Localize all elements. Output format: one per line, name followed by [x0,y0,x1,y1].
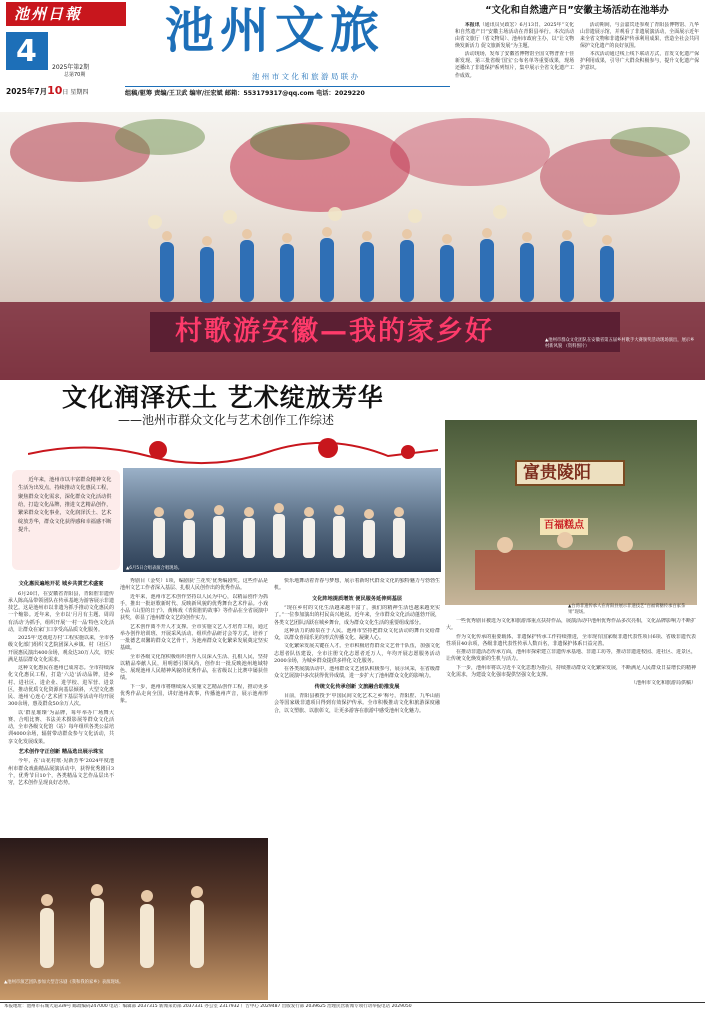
body-paragraph: 近年来，池州市艺术创作坚持以人民为中心，以精品创作为抓手，推出一批讴歌新时代、反映新风貌的优秀舞台艺术作品。小戏小品《山里的日子》、黄梅戏《青阳腔的故事》等作品在全省展演中获奖，彰显了池州群众文艺的创作实力。 [120,593,268,622]
masthead [0,0,450,104]
body-paragraph: 下一步，池州市将以习近平文化思想为指引，持续推动群众文化繁荣发展，不断满足人民群众日益增长的精神文化需求，为建设文化强市提供坚强文化支撑。 [446,664,696,678]
body-paragraph: 秀剧目（金奖）1项，编剧获‘兰花奖’优秀编剧奖。这些作品是池州文艺工作者深入基层、扎根人民创作出的优秀作品。 [120,578,268,592]
choir-photo-caption: ▲6月5日合唱表演合唱现场。 [126,566,183,571]
body-paragraph: “现在乡村的文化生活越来越丰富了，我们的精神生活也越来越充实了。”一位参加演出的村民高兴地说。近年来，全市群众文化活动蓬勃开展，各类文艺团队活跃在城乡舞台，成为群众文化生活的重要组成部分。 [274,605,440,626]
right-photo [445,420,697,605]
footer-line: 本报地址：池州市石城大道339号 邮政编码247000 电话：编辑部 2037315 新闻采访部 2037331 办公室 2317932 广告中心 2029487 出版发行部 2039625 治理民营新闻专项行动举报电话 2029050 [4,1004,412,1009]
issue-total: 总第70期 [64,72,86,78]
side-article-text: （通讯员吴政宏）6月13日，2025年“文化和自然遗产日”安徽主场活动在青阳县举行。本次活动由省文旅厅（省文物局）、池州市政府主办，以“让文物焕发新活力 促文旅新发展”为主题。 [455,21,574,50]
section-heading-4: 传统文化传承创新 文旅融合助推发展 [314,683,400,690]
shop-sign-text: 百福糕点 [540,518,588,535]
masthead-rule [125,86,450,87]
footer-rule [0,1002,705,1003]
body-paragraph: 目前，青阳县被授予‘中国民间文化艺术之乡’称号，青阳腔、九华山庙会等国家级非遗项目得到有效保护传承。全市积极推动文化和旅游深度融合，以文塑旅、以旅彰文，让更多游客在旅游中感受池州文化魅力。 [274,693,440,714]
newspaper-logo-text: 池州日報 [14,5,83,23]
body-paragraph: 快乐地舞动着青春与梦想，展示着新时代群众文化的独特魅力与勃勃生机。 [274,578,440,592]
body-paragraph: 作为文化传承的重要载体，非遗保护传承工作持续推进，全市现有国家级非遗代表性项目6项、省级非遗代表性项目40余项，各级非遗代表性传承人数百名，非遗保护体系日益完善。 [446,633,696,647]
body-paragraph: 今年，在‘山花村歌·见新芳华’2024年度池州市群众戏曲精品展演活动中，获得优秀剧目3个，优秀节目10个，各类精品文艺作品层出不穷，艺术创作呈现良好态势。 [8,758,114,787]
body-paragraph: 全市各级文化馆积极组织创作人员深入生活、扎根人民，坚持以精品奉献人民，用明德引领风尚，创作出一批反映池州地域特色、展现池州人民精神风貌的优秀作品，在省级以上比赛中屡获佳绩。 [120,653,268,682]
body-paragraph: 以‘群星璀璨’为品牌，每年举办广场舞大赛、合唱比赛、书法美术摄影展等群众文化活动，全市各级文化馆（站）每年组织各类公益培训4000余场，辐射带动群众参与文化活动，共享文化发展成果。 [8,709,114,745]
body-paragraph: 2025年‘送戏进万村’工程实施以来，全市各级文化部门组织文艺院团深入乡镇、村（社区）开展惠民演出400余场，观众达30万人次，切实满足基层群众文化需求。 [8,635,114,663]
side-article-para: 活动现场，发布了安徽省博物馆全国文物普查十佳新发现、第三批省级‘国宝’公布名单等重要成果，现场还播出了非遗保护系列短片，集中展示全省文化遗产工作成效。 [455,51,574,79]
body-paragraph: 一些优秀剧目被选为文化和旅游部重点扶持作品，展演活动中池州优秀作品多次亮相，文化品牌影响力不断扩大。 [446,618,696,632]
papercut-decoration [28,434,438,466]
lead-text: 近年来，池州市以丰富群众精神文化生活为出发点，持续推动文化惠民工程，聚焦群众文化需求，深化群众文化活动供给，打造文化品牌，推进文艺精品创作，繁荣群众文化事业，文化润泽沃土、艺术绽放芳华，群众文化获得感和幸福感不断提升。 [18,477,112,533]
page-number: 4 [16,34,37,69]
article-subtitle: ——池州市群众文化与艺术创作工作综述 [118,413,335,427]
stage-banner-text: 村歌游安徽—我的家乡好 [175,316,494,347]
body-column-3 [274,578,440,996]
publish-date [6,83,88,99]
bottom-photo-caption: ▲池州市演艺团队参加大型音乐剧《我和我的家乡》表演现场。 [4,980,124,985]
body-paragraph: 这种活力的源泉在于人民。池州市坚持把群众文化活动的舞台交给群众，以群众喜闻乐见的形式传播文化、凝聚人心。 [274,627,440,642]
right-photo-caption: ▲台湾非遗传承人在青阳县展示非遗技艺“百福膏糖传承百家茶果”现场。 [568,604,686,616]
body-paragraph: 文化繁荣发展关键在人才。全市积极培育群众文艺骨干队伍，加强文化志愿者队伍建设，全市注册文化志愿者近万人，年均开展志愿服务活动2000余场，为城乡群众提供多样化文化服务。 [274,643,440,664]
section-title: 池州文旅 [165,2,386,59]
side-article-para: 活动期间，与会嘉宾还参观了青阳县博物馆、九华山非遗展示馆，并观看了非遗展演活动，全面展示近年来全省文物和非遗保护传承利用成果，营造全社会共同保护文化遗产的良好氛围。 [580,21,699,50]
body-paragraph: 在各类展演活动中，池州群众文艺团队积极参与，展示风采，在省级群众文艺展演中多次获得优异成绩，进一步扩大了池州群众文化的影响力。 [274,666,440,680]
publish-date-day: 10 [47,84,63,97]
credits-line: 组稿/驱筹 责编/王卫武 编审/汪宏斌 邮箱：553179317@qq.com 电话：2029220 [125,90,365,97]
stage-photo [0,112,705,380]
side-article-headline: “文化和自然遗产日”安徽主场活动在池举办 [485,5,669,16]
article-title: 文化润泽沃土 艺术绽放芳华 [62,383,384,412]
body-paragraph: 下一步，池州市将继续深入实施文艺精品创作工程，推动更多优秀作品走向全国，讲好池州故事，传播池州声音，展示池州形象。 [120,683,268,704]
section-heading-1: 文化惠民遍地开花 城乡共赏艺术盛宴 [18,581,104,587]
publish-date-weekday: 日 星期四 [62,89,89,96]
body-column-4 [446,618,696,938]
right-photo-illustration [445,420,697,605]
bottom-photo [0,838,268,1000]
lingyang-sign-text: 富贵陵阳 [523,463,591,483]
side-article-lead-tag: 本报讯 [464,21,480,28]
section-heading-2: 艺术创作守正创新 精品选出展示珠宝 [18,748,104,755]
body-paragraph: 这种文化惠民在池州已成常态。全市持续深化文化惠民工程，打造‘六边’活动品牌，进乡村、进社区、进企业、进学校、进军营、进景区，推动优质文化资源向基层倾斜，大型文化惠民、池州‘心连心’艺术团下基层等活动年均开展300余场，惠及群众50余万人次。 [8,665,114,708]
choir-photo [123,468,441,572]
issue-line: 2025年第2期 [52,64,90,71]
publish-date-month: 2025年7月 [6,87,48,96]
section-heading-3: 文化阵地提质增效 便民服务延伸到基层 [312,595,402,602]
lead-box [12,470,120,570]
section-sub: 池 州 市 文 化 和 旅 游 局 联 办 [251,72,359,81]
side-article [455,4,699,112]
body-paragraph: 6月20日，在安徽省青阳县，青阳腔非遗传承人陈高品带领团队在传承基地为游客展示非遗技艺。这是池州市以非遗为抓手推动文化惠民的一个缩影。近年来，全市以‘月月有主题、周周有活动’为抓手，组织开展‘一村一品’特色文化活动，让群众在家门口享受高品质文化服务。 [8,590,114,633]
stage-photo-caption: ▲池州市群众文化团队在安徽省第五届乡村歌手大赛颁奖活动现场演出，展示乡村新风貌 （资料图片） [545,338,695,350]
side-article-para: 本次活动通过线上线下联动方式，首发文化遗产保护利用成果，引导广大群众积极参与，提升文化遗产保护意识。 [580,51,699,72]
choir-photo-illustration [123,468,441,572]
side-article-para [455,22,574,50]
article-signoff: （池州市文化和旅游局供稿） [630,680,696,686]
body-paragraph: 在推动非遗活态传承方面，池州市探索建立非遗传承基地、非遗工坊等，推动非遗进校园、进社区、进景区，让传统文化焕发新的生机与活力。 [446,649,696,663]
body-paragraph: 艺术创作离不开人才支撑。全市实施文艺人才培育工程，通过举办创作培训班、开展采风活动、组织作品研讨会等方式，培养了一批德艺双馨的群众文艺骨干，为池州群众文化繁荣发展奠定坚实基础。 [120,623,268,652]
bottom-photo-illustration [0,838,268,1000]
